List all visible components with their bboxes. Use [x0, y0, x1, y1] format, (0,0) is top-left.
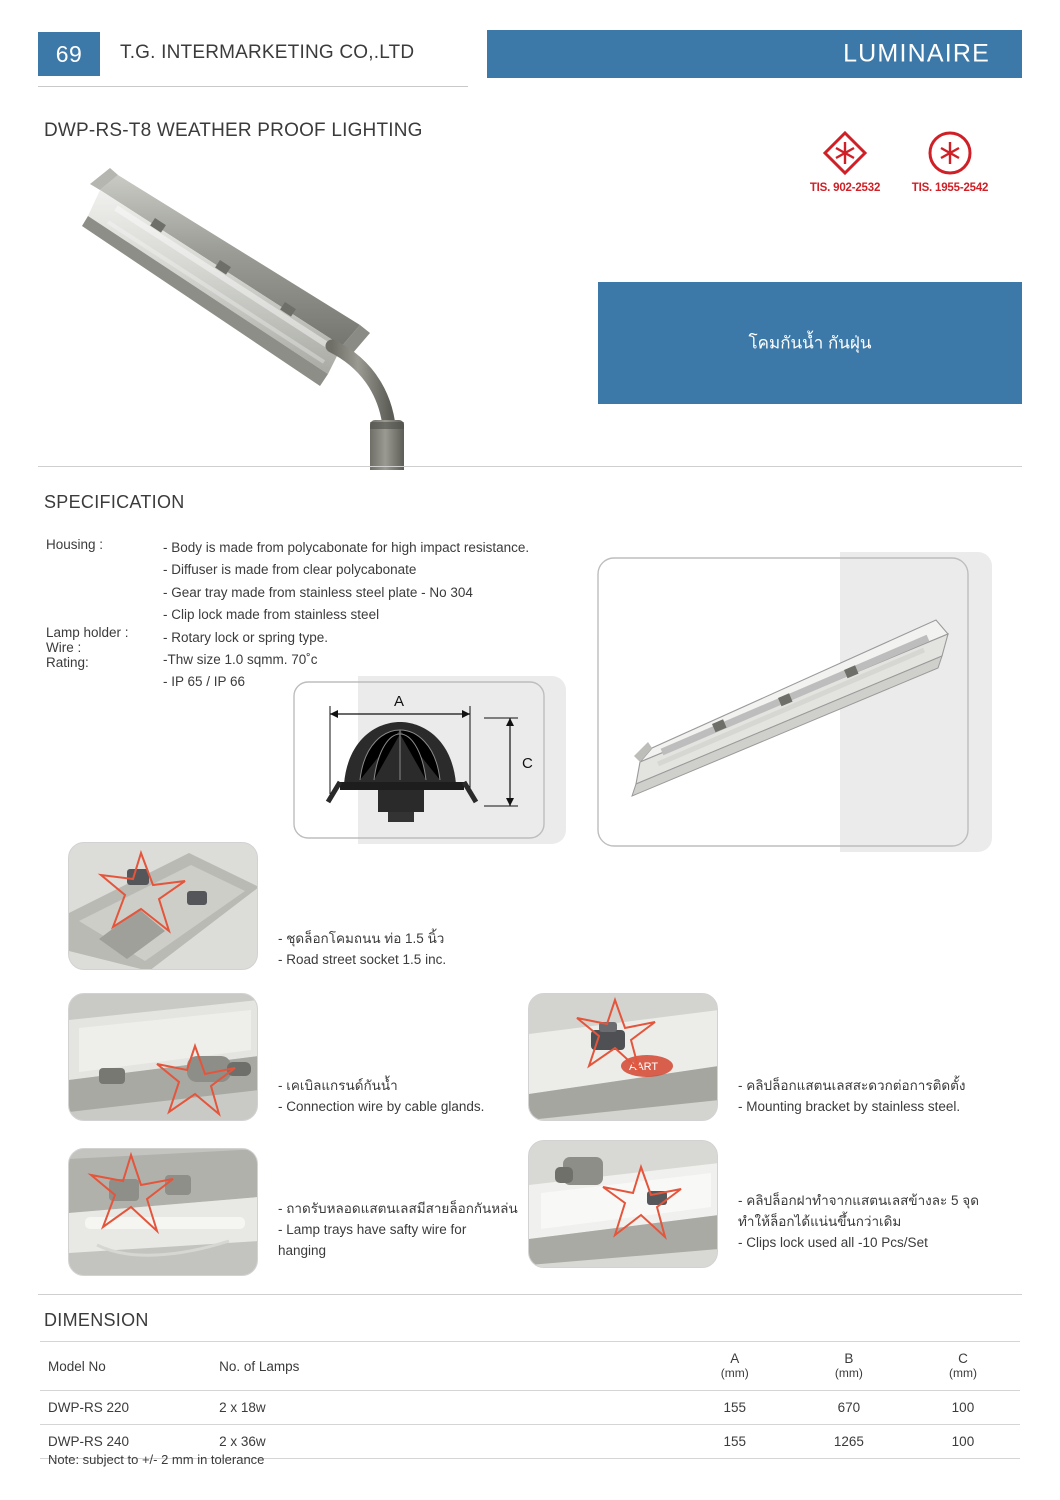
certification-label: TIS. 1955-2542	[911, 182, 989, 194]
cell-b: 670	[792, 1391, 906, 1425]
feature-caption-road-socket	[278, 928, 568, 970]
feature-photo-road-socket	[68, 842, 258, 970]
feature-photo-clips-lock	[528, 1140, 718, 1268]
dimension-table	[40, 1341, 1020, 1459]
feature-english-text: - Lamp trays have safty wire for	[278, 1222, 467, 1237]
feature-thai-text: - เคเบิลแกรนด์กันน้ำ	[278, 1078, 398, 1093]
spec-label-housing: Housing :	[46, 537, 104, 552]
specification-heading: SPECIFICATION	[44, 492, 185, 512]
category-label: LUMINAIRE	[843, 39, 990, 68]
cross-section-diagram	[288, 676, 566, 844]
company-name: T.G. INTERMARKETING CO,.LTD	[120, 42, 415, 63]
feature-thai-text-2: ทำให้ล็อกได้แน่นขึ้นกว่าเดิม	[738, 1214, 902, 1229]
perspective-diagram	[592, 552, 992, 852]
hero-product-photo	[70, 150, 450, 470]
column-header-a-unit: (mm)	[720, 1366, 749, 1380]
specification-labels	[46, 537, 166, 670]
thai-tagline: โคมกันน้ำ กันฝุ่น	[748, 333, 872, 353]
cell-model: DWP-RS 240	[40, 1425, 211, 1459]
svg-text:A: A	[394, 693, 405, 710]
page-number: 69	[38, 32, 100, 76]
header-divider	[38, 86, 468, 87]
certification-item	[795, 130, 895, 194]
feature-photo-lamp-tray	[68, 1148, 258, 1276]
feature-english-text: - Road street socket 1.5 inc.	[278, 952, 447, 967]
feature-english-text-2: hanging	[278, 1243, 327, 1258]
feature-caption-mounting-bracket	[738, 1075, 1038, 1117]
feature-english-text: - Connection wire by cable glands.	[278, 1099, 485, 1114]
cell-a: 155	[678, 1425, 792, 1459]
column-header-lamps: No. of Lamps	[211, 1342, 678, 1391]
spec-rating-value: - IP 65 / IP 66	[163, 674, 246, 690]
feature-english-text: - Clips lock used all -10 Pcs/Set	[738, 1235, 928, 1250]
feature-thai-text: - ถาดรับหลอดแสตนเลสมีสายล็อกกันหล่น	[278, 1201, 518, 1216]
spec-housing-line-3: - Gear tray made from stainless steel plate - No 304	[163, 584, 473, 600]
spec-label-lamp-holder: Lamp holder :	[46, 625, 129, 640]
feature-english-text: - Mounting bracket by stainless steel.	[738, 1099, 961, 1114]
tis-mark-icon	[822, 130, 868, 176]
column-header-c	[906, 1342, 1020, 1391]
thai-tagline-box	[598, 282, 1022, 404]
section-divider-top	[38, 466, 1022, 467]
feature-caption-cable-gland	[278, 1075, 568, 1117]
dimension-heading: DIMENSION	[44, 1310, 149, 1330]
column-header-a-label: A	[730, 1351, 740, 1366]
spec-lamp-holder-value: - Rotary lock or spring type.	[163, 629, 329, 645]
spec-wire-value: -Thw size 1.0 sqmm. 70˚c	[163, 652, 318, 668]
spec-label-wire: Wire :	[46, 640, 82, 655]
section-divider-bottom	[38, 1294, 1022, 1295]
feature-thai-text: - คลิปล็อกฝาทำจากแสตนเลสข้างละ 5 จุด	[738, 1193, 979, 1208]
svg-text:C: C	[522, 755, 533, 772]
column-header-b-unit: (mm)	[834, 1366, 863, 1380]
spec-label-rating: Rating:	[46, 655, 89, 670]
column-header-b	[792, 1342, 906, 1391]
feature-thai-text: - ชุดล็อกโคมถนน ท่อ 1.5 นิ้ว	[278, 931, 445, 946]
table-row	[40, 1391, 1020, 1425]
feature-caption-clips-lock	[738, 1190, 1038, 1253]
cell-b: 1265	[792, 1425, 906, 1459]
certification-item	[900, 130, 1000, 194]
product-title: DWP-RS-T8 WEATHER PROOF LIGHTING	[44, 120, 423, 141]
cell-a: 155	[678, 1391, 792, 1425]
specification-values	[163, 537, 583, 694]
category-banner	[487, 30, 1022, 78]
page-header	[0, 0, 1060, 92]
cell-model: DWP-RS 220	[40, 1391, 211, 1425]
spec-housing-line-2: - Diffuser is made from clear polycabonate	[163, 562, 417, 578]
feature-photo-mounting-bracket	[528, 993, 718, 1121]
column-header-b-label: B	[844, 1351, 854, 1366]
certification-label: TIS. 902-2532	[809, 182, 881, 194]
column-header-c-unit: (mm)	[948, 1366, 977, 1380]
cell-c: 100	[906, 1425, 1020, 1459]
spec-housing-line-1: - Body is made from polycabonate for high impact resistance.	[163, 540, 530, 555]
tis-mark-icon	[927, 130, 973, 176]
feature-photo-cable-gland	[68, 993, 258, 1121]
cell-lamps: 2 x 18w	[211, 1391, 678, 1425]
spec-housing-line-4: - Clip lock made from stainless steel	[163, 607, 380, 623]
svg-text:AART: AART	[629, 1061, 659, 1073]
column-header-model: Model No	[40, 1342, 211, 1391]
cell-lamps: 2 x 36w	[211, 1425, 678, 1459]
column-header-a	[678, 1342, 792, 1391]
column-header-c-label: C	[958, 1351, 968, 1366]
feature-thai-text: - คลิปล็อกแสตนเลสสะดวกต่อการติดตั้ง	[738, 1078, 966, 1093]
dimension-note: Note: subject to +/- 2 mm in tolerance	[48, 1452, 265, 1467]
cell-c: 100	[906, 1391, 1020, 1425]
table-header-row	[40, 1342, 1020, 1391]
